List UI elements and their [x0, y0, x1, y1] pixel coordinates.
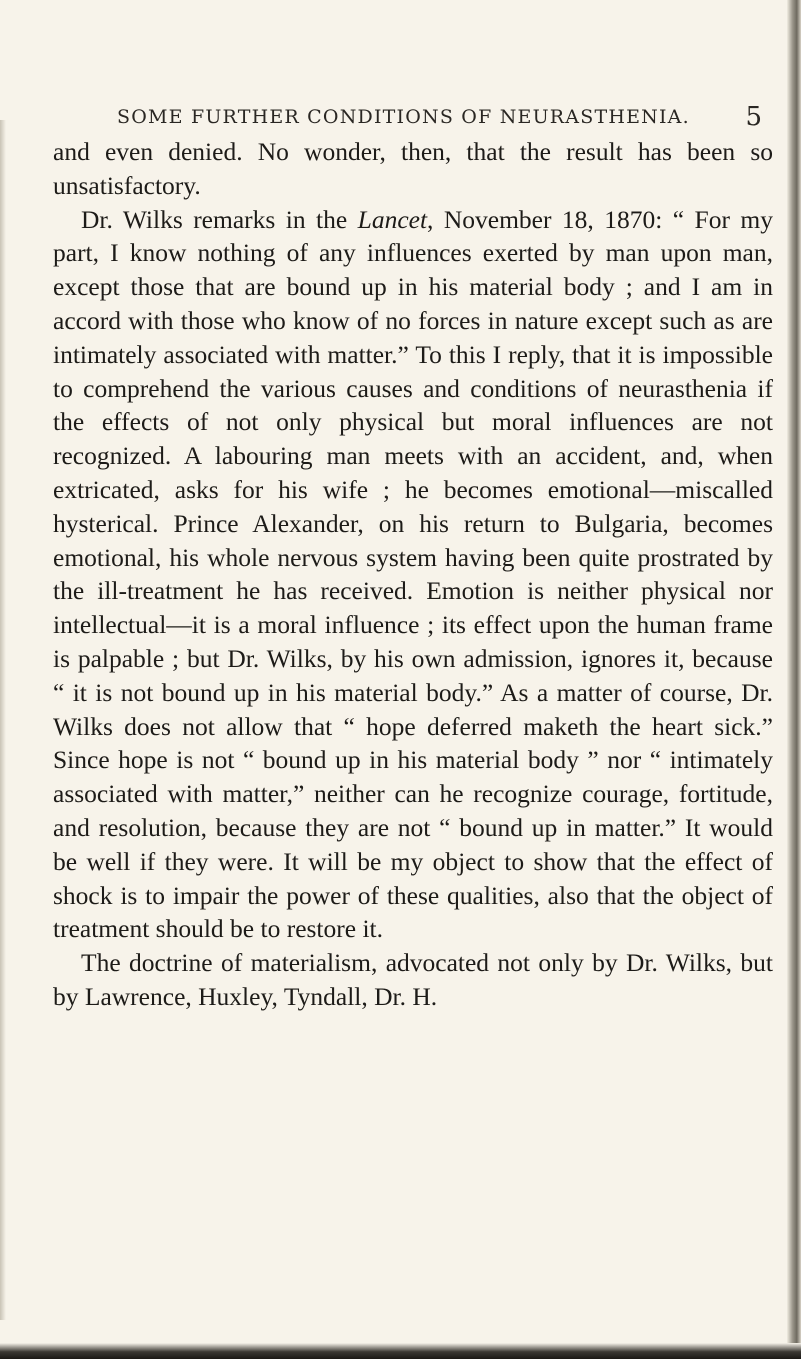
paragraph-continued: and even denied. No wonder, then, that the result has been so unsatisfactory. [53, 137, 773, 200]
page-right-edge [787, 0, 801, 1359]
paragraph-wilks-intro: Dr. Wilks remarks in the [81, 204, 358, 234]
paragraph-materialism: The doctrine of materialism, advocated not only by Dr. Wilks, but by Lawrence, Huxley, Tyndall, Dr. H. [53, 948, 773, 1011]
page-bottom-edge [0, 1343, 801, 1359]
body-text [53, 135, 773, 1014]
running-head [117, 102, 762, 136]
running-title: SOME FURTHER CONDITIONS OF NEURASTHENIA. [117, 106, 690, 128]
paragraph-wilks-body: , November 18, 1870: “ For my part, I know nothing of any influences exerted by man upon man, except those that are bound up in his material body ; and I am in accord with those who know of no forces in nature except such as are intimately associated with matter.” To this I reply, that it is impossible to comprehend the various causes and conditions of neurasthenia if the effects of not only physical but moral influences are not recognized. A labouring man meets with an accident, and, when extricated, asks for his wife ; he becomes emotional—miscalled hysterical. Prince Alexander, on his return to Bulgaria, becomes emotional, his whole nervous system having been quite prostrated by the ill-treatment he has received. Emotion is neither physical nor intellectual—it is a moral influence ; its effect upon the human frame is palpable ; but Dr. Wilks, by his own admission, ignores it, because “ it is not bound up in his material body.” As a matter of course, Dr. Wilks does not allow that “ hope deferred maketh the heart sick.” Since hope is not “ bound up in his material body ” nor “ intimately associated with matter,” neither can he recognize courage, fortitude, and resolution, because they are not “ bound up in matter.” It would be well if they were. It will be my object to show that the effect of shock is to impair the power of these qualities, also that the object of treatment should be to restore it. [53, 204, 773, 944]
page-number: 5 [745, 102, 762, 132]
page-left-edge [0, 120, 6, 1320]
paragraph-wilks [53, 203, 773, 947]
journal-title: Lancet [357, 204, 428, 234]
